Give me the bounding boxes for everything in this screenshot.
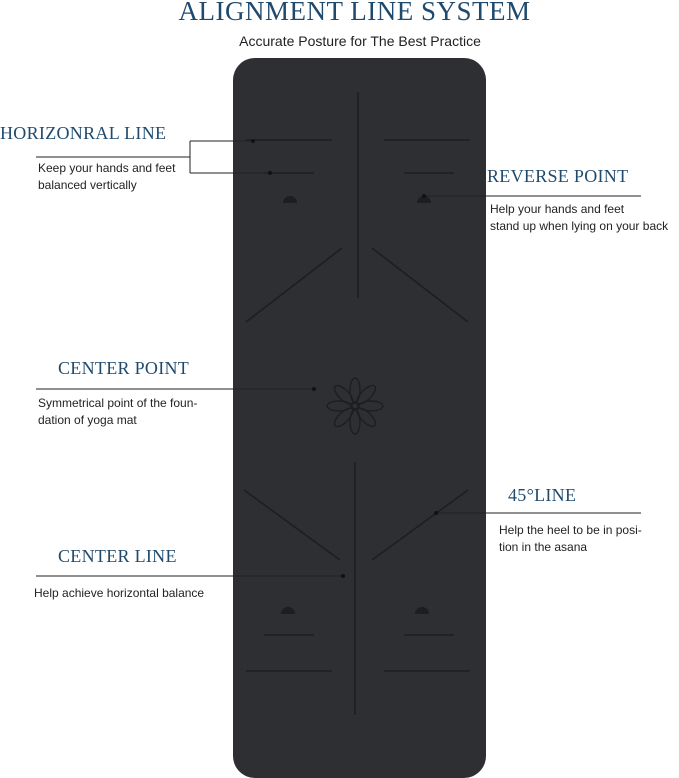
top-right-diagonal (372, 248, 468, 322)
center-line-desc-line1: Help achieve horizontal balance (34, 586, 205, 600)
center-line-heading: CENTER LINE (58, 546, 177, 566)
reverse-dot (422, 194, 426, 198)
reverse-point-heading: REVERSE POINT (487, 166, 629, 186)
center-point-desc (38, 395, 197, 429)
horizontal-dot-bottom (268, 171, 272, 175)
bottom-right-notch (415, 607, 429, 614)
top-left-diagonal (246, 248, 342, 322)
top-left-notch (283, 196, 297, 203)
horizontal-line-desc (38, 160, 175, 194)
horizontal-line-desc-line2: balanced vertically (38, 178, 137, 192)
callout-dots (251, 139, 438, 578)
center-line-dot (341, 574, 345, 578)
angle45-dot (434, 511, 438, 515)
center-point-heading: CENTER POINT (58, 358, 190, 378)
horizontal-line-desc-line1: Keep your hands and feet (38, 161, 176, 175)
angle45-desc (499, 522, 642, 556)
bottom-right-diagonal (372, 490, 468, 560)
page-subtitle: Accurate Posture for The Best Practice (239, 33, 481, 49)
bottom-left-notch (281, 607, 295, 614)
center-point-desc-line1: Symmetrical point of the foun- (38, 396, 198, 410)
page-title: ALIGNMENT LINE SYSTEM (178, 0, 531, 26)
center-line-desc (34, 585, 204, 602)
bottom-left-diagonal (244, 490, 340, 560)
horizontal-line-heading: HORIZONRAL LINE (0, 123, 167, 143)
center-point-dot (312, 387, 316, 391)
reverse-point-marks (281, 196, 431, 614)
angle45-desc-line2: tion in the asana (499, 540, 588, 554)
angle45-heading: 45°LINE (508, 485, 577, 505)
angle45-desc-line1: Help the heel to be in posi- (499, 523, 642, 537)
reverse-point-desc (490, 201, 668, 235)
reverse-point-desc-line1: Help your hands and feet (490, 202, 625, 216)
mandala-icon (327, 378, 383, 434)
reverse-point-desc-line2: stand up when lying on your back (490, 219, 669, 233)
horizontal-dot-top (251, 139, 255, 143)
center-point-desc-line2: dation of yoga mat (38, 413, 137, 427)
